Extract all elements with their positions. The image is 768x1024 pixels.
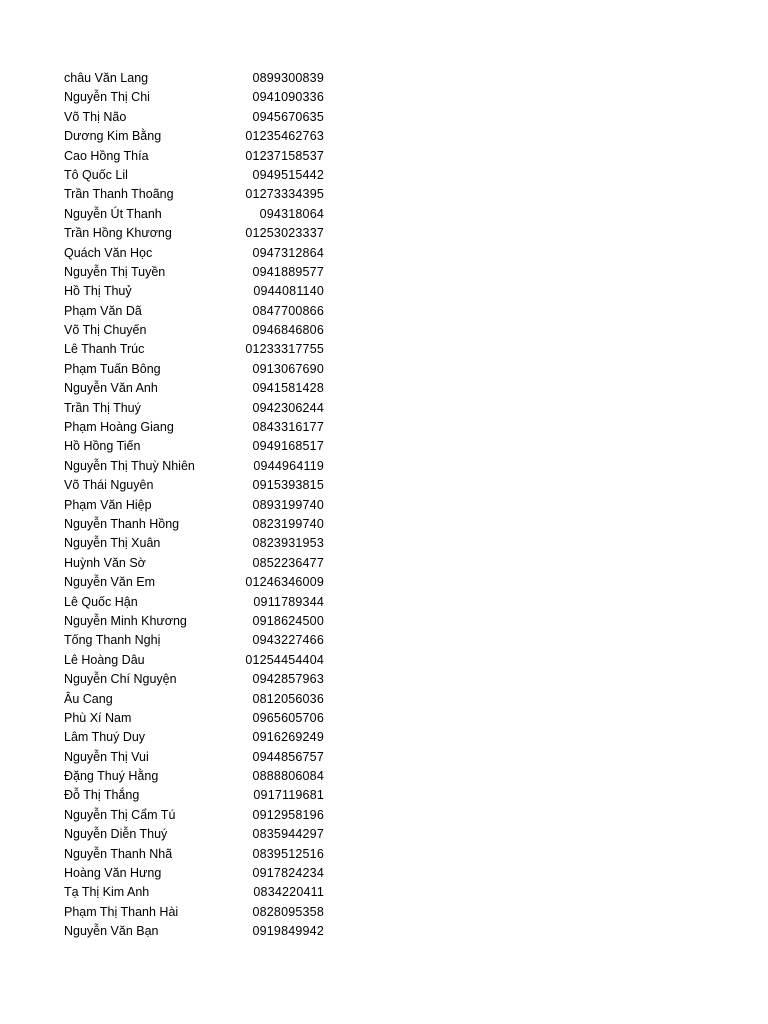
- contact-phone: 01273334395: [245, 187, 324, 202]
- contact-name: Nguyễn Chí Nguyện: [64, 672, 177, 687]
- contact-phone: 0941581428: [252, 381, 324, 396]
- contact-row: [64, 864, 328, 883]
- contact-list: [64, 69, 328, 942]
- contact-row: [64, 457, 328, 476]
- contact-phone: 0828095358: [252, 904, 324, 919]
- contact-row: [64, 166, 328, 185]
- contact-phone: 0943227466: [252, 633, 324, 648]
- contact-phone: 01246346009: [245, 575, 324, 590]
- contact-name: Nguyễn Thanh Hồng: [64, 516, 180, 531]
- contact-phone: 0911789344: [253, 594, 324, 609]
- contact-row: [64, 437, 328, 456]
- contact-phone: 0949168517: [252, 439, 324, 454]
- contact-row: [64, 108, 328, 127]
- contact-name: Nguyễn Minh Khương: [64, 613, 187, 628]
- contact-phone: 0812056036: [252, 691, 324, 706]
- contact-name: Phạm Văn Dã: [64, 303, 142, 318]
- contact-name: Nguyễn Thị Thuỳ Nhiên: [64, 458, 195, 473]
- contact-name: Âu Cang: [64, 691, 113, 706]
- contact-name: Nguyễn Thanh Nhã: [64, 846, 173, 861]
- contact-row: [64, 399, 328, 418]
- contact-row: [64, 651, 328, 670]
- contact-row: [64, 922, 328, 941]
- contact-row: [64, 612, 328, 631]
- contact-name: Phạm Văn Hiệp: [64, 497, 152, 512]
- contact-name: Lê Hoàng Dâu: [64, 652, 145, 667]
- contact-phone: 0965605706: [252, 710, 324, 725]
- contact-name: Nguyễn Văn Anh: [64, 381, 158, 396]
- contact-phone: 0942857963: [252, 672, 324, 687]
- contact-name: Trần Thanh Thoãng: [64, 187, 174, 202]
- contact-phone: 0949515442: [252, 167, 324, 182]
- contact-row: [64, 418, 328, 437]
- contact-phone: 0834220411: [253, 885, 324, 900]
- contact-row: [64, 845, 328, 864]
- contact-row: [64, 282, 328, 301]
- contact-phone: 0944964119: [253, 458, 324, 473]
- contact-row: [64, 496, 328, 515]
- contact-phone: 0823199740: [252, 516, 324, 531]
- contact-phone: 0912958196: [252, 807, 324, 822]
- contact-name: Lê Quốc Hận: [64, 594, 138, 609]
- contact-name: Nguyễn Thị Vui: [64, 749, 149, 764]
- contact-phone: 0946846806: [252, 323, 324, 338]
- contact-phone: 0947312864: [252, 245, 324, 260]
- contact-phone: 0899300839: [252, 71, 324, 85]
- contact-phone: 0941889577: [252, 264, 324, 279]
- contact-phone: 0843316177: [252, 420, 324, 435]
- contact-phone: 0847700866: [252, 303, 324, 318]
- contact-phone: 01233317755: [245, 342, 324, 357]
- contact-row: [64, 224, 328, 243]
- contact-row: [64, 147, 328, 166]
- contact-row: [64, 302, 328, 321]
- contact-phone: 0839512516: [252, 846, 324, 861]
- contact-row: [64, 379, 328, 398]
- contact-name: Lê Thanh Trúc: [64, 342, 145, 357]
- contact-row: [64, 806, 328, 825]
- contact-row: [64, 883, 328, 902]
- contact-row: [64, 554, 328, 573]
- contact-phone: 01253023337: [245, 226, 324, 241]
- contact-phone: 0942306244: [252, 400, 324, 415]
- contact-row: [64, 573, 328, 592]
- contact-phone: 0944856757: [252, 749, 324, 764]
- contact-name: Phạm Hoàng Giang: [64, 420, 174, 435]
- contact-row: [64, 321, 328, 340]
- contact-row: [64, 88, 328, 107]
- contact-phone: 01235462763: [245, 129, 324, 144]
- contact-row: [64, 631, 328, 650]
- contact-name: Tống Thanh Nghị: [64, 633, 161, 648]
- contact-phone: 0919849942: [252, 924, 324, 939]
- contact-name: Nguyễn Thị Tuyền: [64, 264, 166, 279]
- contact-phone: 01254454404: [245, 652, 324, 667]
- contact-phone: 0888806084: [252, 769, 324, 784]
- contact-phone: 0852236477: [252, 555, 324, 570]
- contact-row: [64, 69, 328, 88]
- contact-name: Võ Thị Não: [64, 109, 127, 124]
- contact-phone: 0835944297: [252, 827, 324, 842]
- contact-name: Hồ Thị Thuỷ: [64, 284, 132, 299]
- contact-name: Nguyễn Thị Xuân: [64, 536, 161, 551]
- contact-name: Lâm Thuý Duy: [64, 730, 146, 745]
- contact-name: Quách Văn Học: [64, 245, 153, 260]
- contact-row: [64, 205, 328, 224]
- contact-name: Huỳnh Văn Sờ: [64, 555, 146, 570]
- contact-phone: 0913067690: [252, 361, 324, 376]
- contact-name: Trần Hồng Khương: [64, 226, 172, 241]
- contact-phone: 01237158537: [245, 148, 324, 163]
- contact-phone: 0945670635: [252, 109, 324, 124]
- contact-name: Võ Thái Nguyên: [64, 478, 154, 493]
- contact-row: [64, 670, 328, 689]
- contact-name: châu Văn Lang: [64, 71, 149, 85]
- contact-row: [64, 903, 328, 922]
- contact-name: Đặng Thuý Hằng: [64, 769, 159, 784]
- contact-row: [64, 476, 328, 495]
- contact-phone: 0917824234: [252, 866, 324, 881]
- contact-name: Hồ Hồng Tiến: [64, 439, 141, 454]
- contact-row: [64, 709, 328, 728]
- contact-phone: 094318064: [259, 206, 324, 221]
- contact-phone: 0915393815: [252, 478, 324, 493]
- contact-name: Tô Quốc Lil: [64, 167, 128, 182]
- contact-row: [64, 767, 328, 786]
- contact-name: Phạm Tuấn Bông: [64, 361, 161, 376]
- contact-name: Hoàng Văn Hưng: [64, 866, 162, 881]
- contact-phone: 0917119681: [253, 788, 324, 803]
- contact-name: Đỗ Thị Thắng: [64, 788, 140, 803]
- contact-name: Nguyễn Thị Chi: [64, 90, 150, 105]
- contact-phone: 0918624500: [252, 613, 324, 628]
- contact-name: Cao Hồng Thía: [64, 148, 149, 163]
- contact-row: [64, 534, 328, 553]
- contact-name: Trần Thị Thuý: [64, 400, 141, 415]
- contact-row: [64, 786, 328, 805]
- contact-row: [64, 748, 328, 767]
- contact-phone: 0941090336: [252, 90, 324, 105]
- contact-name: Nguyễn Thị Cẩm Tú: [64, 807, 176, 822]
- contact-row: [64, 728, 328, 747]
- contact-name: Võ Thị Chuyến: [64, 323, 147, 338]
- contact-row: [64, 360, 328, 379]
- contact-name: Nguyễn Diễn Thuý: [64, 827, 168, 842]
- contact-row: [64, 825, 328, 844]
- contact-row: [64, 185, 328, 204]
- contact-name: Phù Xí Nam: [64, 710, 132, 725]
- contact-phone: 0893199740: [252, 497, 324, 512]
- contact-row: [64, 515, 328, 534]
- contact-row: [64, 340, 328, 359]
- contact-row: [64, 263, 328, 282]
- contact-name: Tạ Thị Kim Anh: [64, 885, 150, 900]
- contact-name: Nguyễn Văn Em: [64, 575, 156, 590]
- contact-row: [64, 690, 328, 709]
- contact-name: Dương Kim Bằng: [64, 129, 162, 144]
- contact-name: Nguyễn Văn Bạn: [64, 924, 159, 939]
- contact-phone: 0944081140: [253, 284, 324, 299]
- contact-phone: 0916269249: [252, 730, 324, 745]
- contact-phone: 0823931953: [252, 536, 324, 551]
- contact-name: Phạm Thị Thanh Hài: [64, 904, 179, 919]
- contact-name: Nguyễn Út Thanh: [64, 206, 162, 221]
- contact-row: [64, 127, 328, 146]
- contact-row: [64, 244, 328, 263]
- contact-row: [64, 593, 328, 612]
